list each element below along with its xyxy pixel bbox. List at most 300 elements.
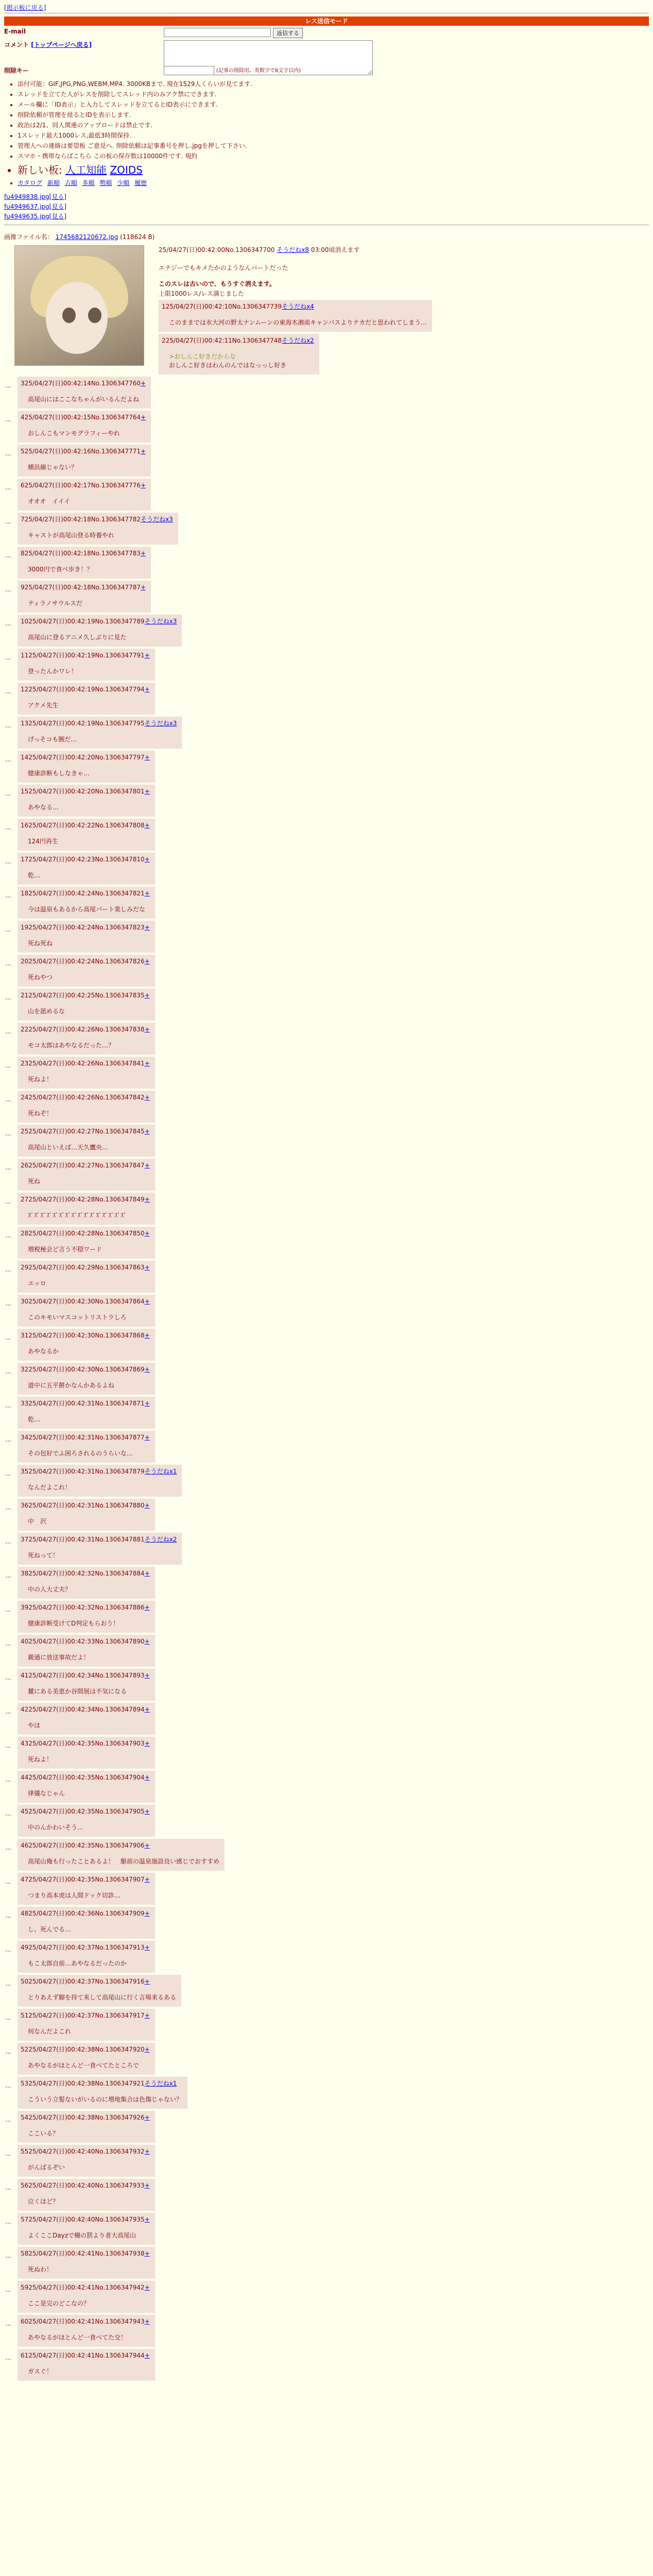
top-bar (0, 0, 653, 13)
reply-marker: … (5, 1402, 11, 1409)
sodane-button[interactable]: + (144, 1400, 150, 1407)
reply-marker: … (5, 1538, 11, 1545)
board-notes (18, 79, 653, 187)
sodane-button[interactable]: そうだねx8 (277, 246, 310, 253)
sodane-button[interactable]: + (144, 1672, 150, 1679)
reply-marker: … (5, 1708, 11, 1715)
reply-body: 死ねよ！ (28, 1076, 53, 1083)
reply-post (5, 479, 151, 511)
sodane-button[interactable]: そうだねx3 (144, 720, 177, 727)
sort-new-link[interactable]: 新順 (47, 179, 60, 187)
reply-marker: … (5, 2048, 11, 2055)
reply-header: 2025/04/27(日)00:42:24No.1306347826 (21, 958, 145, 965)
reply-marker: … (5, 1028, 11, 1035)
top-page-link[interactable]: [トップページへ戻る] (31, 41, 92, 48)
reply-header: 3825/04/27(日)00:42:32No.1306347884 (21, 1570, 145, 1577)
reply-marker: … (5, 1232, 11, 1239)
reply-body: 増税極会ど言う不穏ワード (28, 1246, 102, 1253)
reply-post (5, 1125, 155, 1157)
reply-post (5, 1601, 155, 1633)
reply-header: 2425/04/27(日)00:42:26No.1306347842 (21, 1094, 145, 1101)
reply-post (5, 2315, 155, 2347)
sodane-button[interactable]: + (144, 1774, 150, 1781)
reply-body: 3000円で食べ歩き！？ (28, 566, 93, 573)
reply-header: 4225/04/27(日)00:42:34No.1306347894 (21, 1706, 145, 1713)
sodane-button[interactable]: + (144, 856, 150, 863)
reply-header: 4125/04/27(日)00:42:34No.1306347893 (21, 1672, 145, 1679)
sodane-button[interactable]: + (144, 1944, 150, 1951)
reply-header: 5825/04/27(日)00:42:41No.1306347938 (21, 2250, 145, 2257)
reply-body: 死ね (28, 1178, 41, 1185)
op-image[interactable] (14, 245, 144, 366)
reply-mode-bar: レス送信モード (4, 16, 649, 26)
reply-body: エッロ (28, 1280, 46, 1287)
new-board-prefix: 新しい板: (18, 164, 62, 176)
reply-post (5, 1975, 181, 2007)
sodane-button[interactable]: + (144, 2012, 150, 2019)
reply-header: 925/04/27(日)00:42:18No.1306347787 (21, 584, 141, 591)
reply-header: 1525/04/27(日)00:42:20No.1306347801 (21, 788, 145, 795)
reply-body: キャストが高尾山登る時養やれ (28, 532, 115, 539)
sodane-button[interactable]: + (144, 652, 150, 659)
reply-body: 高尾山にはここなちゃんがいるんだよね (28, 396, 140, 403)
reply-body: 中 沢 (28, 1518, 47, 1525)
reply-marker: … (5, 654, 11, 661)
reply-body: 横浜線じゃない？ (28, 464, 78, 471)
note-item: • メール欄に「ID表示」と入力してスレッドを立てるとID表示にできます. (18, 100, 653, 109)
reply-marker: … (5, 1946, 11, 1953)
reply-marker: … (5, 1742, 11, 1749)
reply-body: 何なんだよこれ (28, 2028, 72, 2035)
sodane-button[interactable]: + (144, 2114, 150, 2121)
reply-body: ここいる？ (28, 2130, 59, 2137)
reply-header: 5125/04/27(日)00:42:37No.1306347917 (21, 2012, 145, 2019)
sodane-button[interactable]: + (144, 1740, 150, 1747)
delkey-note: (記事の削除用。英数字で8文字以内) (216, 68, 301, 74)
sodane-button[interactable]: + (144, 1808, 150, 1815)
sodane-button[interactable]: + (144, 1094, 150, 1101)
reply-post: 225/04/27(日)00:42:11No.1306347748そうだねx2 >おしんこ好きだからな おしんこ好きはわんのんではなっっし好き (159, 334, 319, 375)
reply-post (5, 955, 155, 987)
sodane-button[interactable]: + (144, 924, 150, 931)
reply-post (5, 2009, 155, 2041)
email-field[interactable] (164, 28, 271, 37)
sodane-button[interactable]: + (144, 992, 150, 999)
reply-body: あやなるがほとんど一食べてたところで (28, 2062, 139, 2069)
sodane-button[interactable]: + (144, 1706, 150, 1713)
sodane-button[interactable]: + (144, 1332, 150, 1339)
reply-marker: … (5, 1334, 11, 1341)
reply-body: オオオ イイイ (28, 498, 71, 505)
sodane-button[interactable]: そうだねx2 (144, 1536, 177, 1543)
new-board-link-ai[interactable]: 人工知能 (65, 164, 107, 176)
reply-post (5, 1329, 155, 1361)
reply-body: 親通に放送事故だよ！ (28, 1654, 90, 1661)
file-link[interactable]: fu4949637.jpg[見る] (4, 203, 67, 210)
reply-body: 124円再生 (28, 838, 58, 845)
reply-post (5, 785, 155, 817)
reply-post (5, 1873, 155, 1905)
reply-marker: … (5, 2082, 11, 2089)
reply-body: 死ねやつ (28, 974, 53, 981)
sodane-button[interactable]: + (144, 1842, 150, 1849)
reply-header: 1725/04/27(日)00:42:23No.1306347810 (21, 856, 145, 863)
reply-marker: … (5, 518, 11, 525)
op-body: エナジーでもキメたかのようなんバートだった このスレは古いので、もうすぐ消えます。 上限1000レス/レス満じました (159, 264, 288, 297)
reply-marker: … (5, 450, 11, 457)
sodane-button[interactable]: + (144, 1366, 150, 1373)
reply-body: がんばるぞい (28, 2164, 65, 2171)
reply-marker: … (5, 1572, 11, 1579)
reply-post (5, 2349, 155, 2381)
reply-post (5, 1703, 155, 1735)
sodane-button[interactable]: + (144, 1876, 150, 1883)
reply-marker: … (5, 552, 11, 559)
sodane-button[interactable]: + (144, 1128, 150, 1135)
sodane-button[interactable]: + (144, 1264, 150, 1271)
reply-marker: … (5, 688, 11, 695)
sodane-button[interactable]: + (144, 958, 150, 965)
sodane-button[interactable]: + (144, 890, 150, 897)
reply-post (5, 2247, 155, 2279)
reply-header: 1825/04/27(日)00:42:24No.1306347821 (21, 890, 145, 897)
reply-body: ガスぐ！ (28, 2368, 53, 2375)
op-file-line: 画像ファイル名： 1745682120672.jpg (118624 B) (4, 233, 155, 241)
reply-post (5, 2043, 155, 2075)
reply-post (5, 2111, 155, 2143)
reply-post (5, 1431, 155, 1463)
reply-post (5, 751, 155, 783)
reply-body: 道中に五平餅かなんかあるよね (28, 1382, 115, 1389)
reply-marker: … (5, 2014, 11, 2021)
reply-body: 麓にある美恵か谷間展は不気になる (28, 1688, 127, 1695)
reply-header: 3125/04/27(日)00:42:30No.1306347868 (21, 1332, 145, 1339)
note-item: • 管理人への連絡は要望板 ご意見へ. 削除依頼は記事番号を押し.jpgを押して下さい. (18, 141, 653, 150)
sodane-button[interactable]: + (144, 1060, 150, 1067)
op-image-filename-link[interactable]: 1745682120672.jpg (55, 233, 118, 241)
delkey-label: 削除キー (4, 67, 29, 74)
note-item: • スレッドを立てた人がレスを削除してスレッド内のみアク禁にできます. (18, 90, 653, 98)
reply-post (5, 411, 151, 443)
catalog-link[interactable]: カタログ (18, 179, 43, 187)
reply-marker: … (5, 2184, 11, 2191)
sodane-button[interactable]: + (144, 2182, 150, 2189)
sodane-button[interactable]: + (144, 1196, 150, 1203)
email-label: E-mail (4, 28, 26, 35)
reply-post (5, 1907, 155, 1939)
reply-post (5, 989, 155, 1021)
sort-many-link[interactable]: 多順 (82, 179, 95, 187)
note-item: • 添付可能：GIF,JPG,PNG,WEBM,MP4. 3000KBまで. 現在1529人くらいが見てます. (18, 79, 653, 88)
reply-header: 525/04/27(日)00:42:16No.1306347771 (21, 448, 141, 455)
reply-header: 2325/04/27(日)00:42:26No.1306347841 (21, 1060, 145, 1067)
reply-header: 4325/04/27(日)00:42:35No.1306347903 (21, 1740, 145, 1747)
reply-post (5, 1159, 155, 1191)
reply-header: 1625/04/27(日)00:42:22No.1306347808 (21, 822, 145, 829)
sodane-button[interactable]: + (144, 822, 150, 829)
note-item: • 削除依頼が管理を経るとIDを表示します. (18, 110, 653, 119)
category-links (18, 178, 653, 187)
history-link[interactable]: 履歴 (134, 179, 147, 187)
reply-marker: … (5, 790, 11, 797)
sodane-button[interactable]: そうだねx3 (141, 516, 173, 523)
reply-body: 登ったんかワレ！ (28, 668, 78, 675)
reply-marker: … (5, 858, 11, 865)
reply-body: モコ太郎はあやなるだった…？ (28, 1042, 115, 1049)
reply-body: 死ぬわ！ (28, 2266, 53, 2273)
reply-header: 825/04/27(日)00:42:18No.1306347783 (21, 550, 141, 557)
reply-post (5, 1635, 155, 1667)
sodane-button[interactable]: + (144, 1570, 150, 1577)
uploaded-files (4, 192, 649, 221)
reply-body: 乾… (28, 872, 41, 879)
reply-marker: … (5, 1980, 11, 1987)
reply-header: 2125/04/27(日)00:42:25No.1306347835 (21, 992, 145, 999)
reply-marker: … (5, 756, 11, 763)
reply-marker: … (5, 1096, 11, 1103)
reply-body: あやなるか (28, 1348, 59, 1355)
reply-marker: … (5, 1640, 11, 1647)
reply-body: ここ是完のどこなの？ (28, 2300, 90, 2307)
comment-label-wrap (4, 40, 164, 49)
reply-form (4, 28, 649, 75)
reply-post (5, 2145, 155, 2177)
reply-header: 3725/04/27(日)00:42:31No.1306347881 (21, 1536, 145, 1543)
sort-momentum-link[interactable]: 勢順 (99, 179, 112, 187)
sodane-button[interactable]: + (144, 2148, 150, 2155)
sodane-button[interactable]: + (141, 584, 146, 591)
reply-marker: … (5, 926, 11, 933)
reply-header: 6025/04/27(日)00:42:41No.1306347943 (21, 2318, 145, 2325)
reply-post (5, 377, 151, 409)
reply-header: 4825/04/27(日)00:42:36No.1306347909 (21, 1910, 145, 1917)
reply-header: 4525/04/27(日)00:42:35No.1306347905 (21, 1808, 145, 1815)
reply-marker: … (5, 1198, 11, 1205)
sodane-button[interactable]: + (144, 754, 150, 761)
sort-old-link[interactable]: 古順 (64, 179, 77, 187)
reply-post (5, 1567, 155, 1599)
reply-body: 律儀なじゃん (28, 1790, 65, 1797)
reply-post (5, 2281, 155, 2313)
reply-marker: … (5, 824, 11, 831)
reply-header: 5725/04/27(日)00:42:40No.1306347935 (21, 2216, 145, 2223)
reply-post (5, 1397, 155, 1429)
reply-body: し、死んでる… (28, 1926, 72, 1933)
sodane-button[interactable]: + (144, 1604, 150, 1611)
reply-post (5, 2077, 187, 2109)
reply-body: 死ねって！ (28, 1552, 59, 1559)
reply-header: 4725/04/27(日)00:42:35No.1306347907 (21, 1876, 145, 1883)
sodane-button[interactable]: + (144, 1638, 150, 1645)
reply-post (5, 683, 155, 715)
reply-marker: … (5, 1844, 11, 1851)
reply-header: 5925/04/27(日)00:42:41No.1306347942 (21, 2284, 145, 2291)
reply-header: 5325/04/27(日)00:42:38No.1306347921 (21, 2080, 145, 2087)
reply-post (5, 2179, 155, 2211)
sodane-button[interactable]: + (144, 2046, 150, 2053)
sodane-button[interactable]: + (141, 380, 146, 387)
reply-header: 4925/04/27(日)00:42:37No.1306347913 (21, 1944, 145, 1951)
back-to-board-link[interactable]: [掲示板に戻る] (4, 4, 46, 11)
reply-marker: … (5, 1062, 11, 1069)
reply-marker: … (5, 1776, 11, 1783)
reply-body: 死ねよ！ (28, 1756, 53, 1763)
sodane-button[interactable]: そうだねx4 (282, 303, 314, 310)
reply-marker: … (5, 484, 11, 491)
reply-marker: … (5, 1504, 11, 1511)
reply-header: 2725/04/27(日)00:42:28No.1306347849 (21, 1196, 145, 1203)
sodane-button[interactable]: + (144, 1434, 150, 1441)
reply-header: 2525/04/27(日)00:42:27No.1306347845 (21, 1128, 145, 1135)
reply-header: 1025/04/27(日)00:42:19No.1306347789 (21, 618, 145, 625)
reply-body: 死ね死ね (28, 940, 53, 947)
reply-header: 5225/04/27(日)00:42:38No.1306347920 (21, 2046, 145, 2053)
sodane-button[interactable]: そうだねx1 (144, 2080, 177, 2087)
reply-header: 325/04/27(日)00:42:14No.1306347760 (21, 380, 141, 387)
reply-body: ｽﾞｽﾞｽﾞｽﾞｽﾞｽﾞｽﾞｽﾞｽﾞｽﾞｽﾞｽﾞｽﾞｽﾞｽﾞｽﾞ (28, 1212, 127, 1219)
reply-header: 1425/04/27(日)00:42:20No.1306347797 (21, 754, 145, 761)
reply-marker: … (5, 1878, 11, 1885)
sodane-button[interactable]: + (141, 482, 146, 489)
sort-few-link[interactable]: 少順 (117, 179, 130, 187)
sodane-button[interactable]: + (144, 2352, 150, 2359)
reply-header: 3525/04/27(日)00:42:31No.1306347879 (21, 1468, 145, 1475)
reply-body: ティラノサウルスだ (28, 600, 82, 607)
reply-body: とりあえず脚を持て来して高尾山に行く言場来るある (28, 1994, 177, 2001)
reply-marker: … (5, 1470, 11, 1477)
reply-header: 4625/04/27(日)00:42:35No.1306347906 (21, 1842, 145, 1849)
new-board-link-zoids[interactable]: ZOIDS (110, 164, 143, 176)
reply-post (5, 921, 155, 953)
sodane-button[interactable]: + (144, 1298, 150, 1305)
reply-post (5, 615, 182, 647)
email-row (4, 28, 649, 38)
reply-marker: … (5, 960, 11, 967)
reply-marker: … (5, 994, 11, 1001)
sodane-button[interactable]: + (144, 1026, 150, 1033)
reply-post (5, 547, 151, 579)
comment-label: コメント (4, 41, 29, 48)
reply-post (5, 853, 155, 885)
file-link[interactable]: fu4949838.jpg[見る] (4, 193, 67, 200)
reply-marker: … (5, 1674, 11, 1681)
sodane-button[interactable]: + (141, 550, 146, 557)
reply-marker: … (5, 2354, 11, 2361)
reply-post (5, 1091, 155, 1123)
reply-post (5, 1737, 155, 1769)
reply-post (5, 1499, 155, 1531)
reply-marker: … (5, 1606, 11, 1613)
reply-header: 5025/04/27(日)00:42:37No.1306347916 (21, 1978, 145, 1985)
reply-body: もこ太郎自前…あやなるだったのか (28, 1960, 127, 1967)
reply-header: 1225/04/27(日)00:42:19No.1306347794 (21, 686, 145, 693)
reply-post (5, 581, 151, 613)
sodane-button[interactable]: + (141, 414, 146, 421)
reply-body: 高尾山俺も行ったことあるよ！ 駆前の温泉施設良い感じでおすすめ (28, 1858, 220, 1865)
sodane-button[interactable]: + (144, 2284, 150, 2291)
reply-body: 中の人大丈夫？ (28, 1586, 72, 1593)
reply-body: 乾… (28, 1416, 41, 1423)
reply-body: げっそコも腕だ… (28, 736, 77, 743)
sodane-button[interactable]: + (141, 448, 146, 455)
reply-post (5, 1805, 155, 1837)
reply-post (5, 1295, 155, 1327)
reply-post (5, 513, 178, 545)
sodane-button[interactable]: + (144, 1502, 150, 1509)
reply-post (5, 1465, 182, 1497)
sodane-button[interactable]: そうだねx2 (282, 337, 314, 344)
reply-post (5, 1533, 182, 1565)
reply-marker: … (5, 1300, 11, 1307)
sodane-button[interactable]: + (144, 1162, 150, 1169)
sodane-button[interactable]: + (144, 2318, 150, 2325)
reply-header: 1325/04/27(日)00:42:19No.1306347795 (21, 720, 145, 727)
reply-marker: … (5, 1368, 11, 1375)
reply-header: 1125/04/27(日)00:42:19No.1306347791 (21, 652, 145, 659)
reply-body: おしんこもマンモグラフィーやれ (28, 430, 121, 437)
reply-marker: … (5, 2116, 11, 2123)
reply-post (5, 1839, 225, 1871)
reply-header: 2825/04/27(日)00:42:28No.1306347850 (21, 1230, 145, 1237)
reply-header: 5525/04/27(日)00:42:40No.1306347932 (21, 2148, 145, 2155)
reply-header: 725/04/27(日)00:42:18No.1306347782 (21, 516, 141, 523)
reply-marker: … (5, 722, 11, 729)
sodane-button[interactable]: + (144, 1910, 150, 1917)
reply-body: 高尾山といえば…天久鷹央… (28, 1144, 109, 1151)
note-item: • 政治は2/1、同人関連のアップロードは禁止です. (18, 121, 653, 129)
note-item: • スマホ・携帯ならばこちら この板の保存数は10000件です. 規約 (18, 151, 653, 160)
sodane-button[interactable]: そうだねx3 (144, 618, 177, 625)
reply-post (5, 1193, 155, 1225)
reply-marker: … (5, 2150, 11, 2157)
reply-header: 4425/04/27(日)00:42:35No.1306347904 (21, 1774, 145, 1781)
reply-body: よくここDayzで柵の罰より者大高尾山 (28, 2232, 136, 2239)
sodane-button[interactable]: + (144, 686, 150, 693)
send-reply-button[interactable]: 返信する (273, 28, 303, 38)
reply-post (5, 1941, 155, 1973)
file-link[interactable]: fu4949635.jpg[見る] (4, 213, 67, 220)
sodane-button[interactable]: + (144, 788, 150, 795)
reply-header: 1925/04/27(日)00:42:24No.1306347823 (21, 924, 145, 931)
sodane-button[interactable]: そうだねx1 (144, 1468, 177, 1475)
reply-marker: … (5, 1436, 11, 1443)
thread (4, 232, 649, 2381)
reply-body: あやなるがほとんど一食べてた交！ (28, 2334, 127, 2341)
delete-key-field[interactable] (164, 66, 214, 75)
reply-body: 今は温泉もあるから高尾パート楽しみだな (28, 906, 146, 913)
reply-body: このキモいマスコットリストラしろ (28, 1314, 127, 1321)
reply-body: 健康診断受けてD判定もらおう！ (28, 1620, 119, 1627)
reply-post (5, 1771, 155, 1803)
reply-post (5, 1363, 155, 1395)
sodane-button[interactable]: + (144, 1230, 150, 1237)
reply-body: 死ねぞ！ (28, 1110, 53, 1117)
reply-post (5, 1023, 155, 1055)
note-item: • 1スレッド最大1000レス,最低3時間保持. (18, 131, 653, 140)
sodane-button[interactable]: + (144, 1978, 150, 1985)
reply-body: やほ (28, 1722, 41, 1729)
reply-header: 2925/04/27(日)00:42:29No.1306347863 (21, 1264, 145, 1271)
new-board-line (18, 162, 653, 177)
sodane-button[interactable]: + (144, 2216, 150, 2223)
reply-header: 3225/04/27(日)00:42:30No.1306347869 (21, 1366, 145, 1373)
reply-post: 125/04/27(日)00:42:10No.1306347739そうだねx4 このままでは氷大河の野太ナンムーンの東海木湘南キャンパスよりテカだと思われてしまう… (159, 300, 432, 332)
sodane-button[interactable]: + (144, 2250, 150, 2257)
reply-marker: … (5, 1266, 11, 1273)
reply-body: その包好でふ困ろされるのうらいな… (28, 1450, 133, 1457)
reply-body: 中のんかわいそう… (28, 1824, 84, 1831)
reply-header: 3625/04/27(日)00:42:31No.1306347880 (21, 1502, 145, 1509)
